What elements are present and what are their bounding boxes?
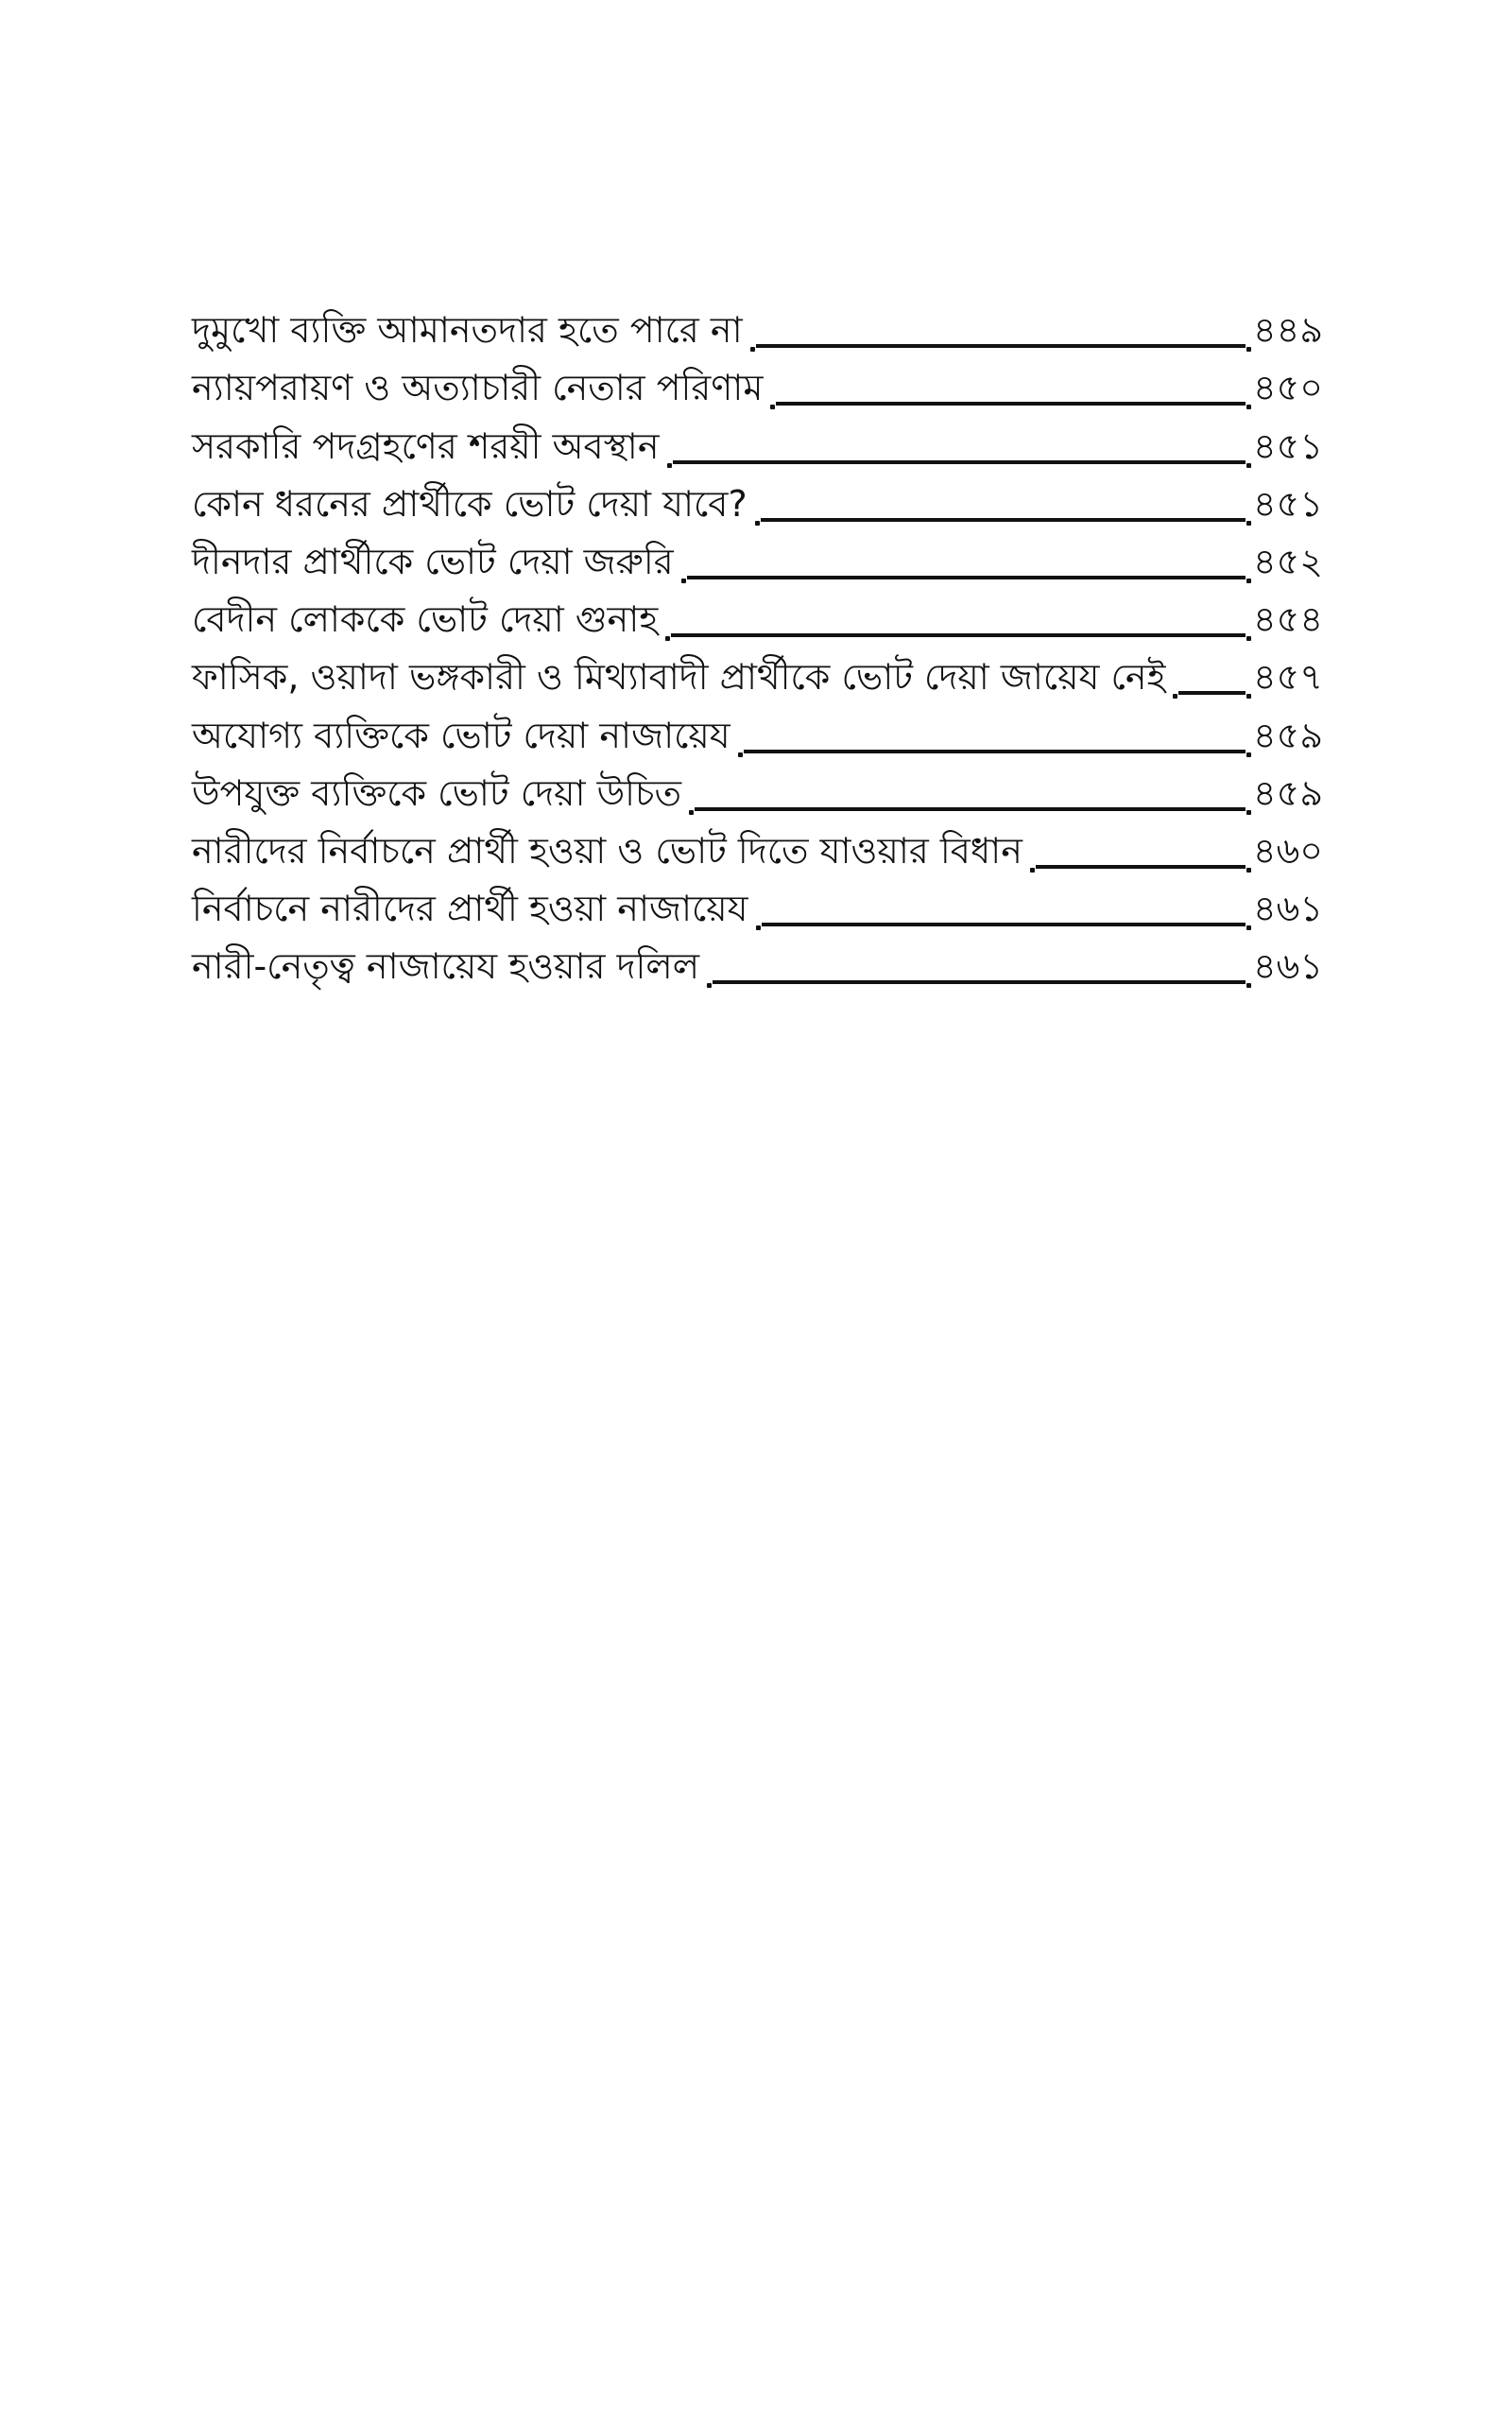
toc-entry-page: ৪৫৯ bbox=[1253, 771, 1323, 814]
toc-leader-line bbox=[755, 511, 1251, 530]
toc-entry-title: ন্যায়পরায়ণ ও অত্যাচারী নেতার পরিণাম bbox=[192, 367, 764, 409]
toc-entry-title: নির্বাচনে নারীদের প্রার্থী হওয়া নাজায়েয bbox=[192, 888, 748, 930]
toc-entry[interactable] bbox=[192, 356, 1323, 414]
toc-leader-line bbox=[707, 974, 1251, 993]
toc-entry-page: ৪৫১ bbox=[1253, 482, 1323, 525]
toc-entry-title: বেদীন লোককে ভোট দেয়া গুনাহ bbox=[192, 598, 659, 641]
toc-entry-page: ৪৫১ bbox=[1253, 424, 1323, 467]
toc-entry[interactable] bbox=[192, 646, 1323, 703]
toc-entry[interactable] bbox=[192, 473, 1323, 530]
toc-entry[interactable] bbox=[192, 820, 1323, 877]
toc-entry-title: নারী-নেতৃত্ব নাজায়েয হওয়ার দলিল bbox=[192, 945, 700, 988]
toc-entry[interactable] bbox=[192, 703, 1323, 761]
toc-leader-line bbox=[750, 337, 1251, 356]
toc-entry-title: কোন ধরনের প্রার্থীকে ভোট দেয়া যাবে? bbox=[192, 482, 747, 525]
toc-entry[interactable] bbox=[192, 762, 1323, 820]
toc-entry-page: ৪৫২ bbox=[1252, 540, 1323, 582]
toc-entry-page: ৪৫৭ bbox=[1252, 656, 1323, 699]
toc-entry[interactable] bbox=[192, 877, 1323, 935]
toc-entry-title: উপযুক্ত ব্যক্তিকে ভোট দেয়া উচিত bbox=[192, 771, 682, 814]
toc-entry-title: ফাসিক, ওয়াদা ভঙ্গকারী ও মিথ্যাবাদী প্রার্থীকে ভোট দেয়া জায়েয নেই bbox=[192, 656, 1166, 699]
toc-entry-page: ৪৫৪ bbox=[1253, 598, 1323, 641]
toc-leader-line bbox=[689, 801, 1251, 820]
toc-entry[interactable] bbox=[192, 414, 1323, 472]
toc-entry-page: ৪৬১ bbox=[1252, 945, 1323, 988]
toc-entry-title: দীনদার প্রার্থীকে ভোট দেয়া জরুরি bbox=[192, 540, 674, 582]
toc-entry-title: নারীদের নির্বাচনে প্রার্থী হওয়া ও ভোট দিতে যাওয়ার বিধান bbox=[192, 829, 1022, 872]
toc-entry-title: দুমুখো ব্যক্তি আমানতদার হতে পারে না bbox=[192, 309, 743, 352]
toc-entry-page: ৪৬১ bbox=[1252, 888, 1323, 930]
toc-leader-line bbox=[667, 454, 1252, 473]
toc-entry-page: ৪৫৯ bbox=[1253, 714, 1323, 756]
toc-entry-page: ৪৬০ bbox=[1252, 829, 1323, 872]
toc-leader-line bbox=[681, 569, 1251, 588]
toc-entry-page: ৪৫০ bbox=[1252, 367, 1323, 409]
toc-entry[interactable] bbox=[192, 588, 1323, 646]
toc-leader-line bbox=[1173, 684, 1251, 703]
toc-entry[interactable] bbox=[192, 530, 1323, 588]
table-of-contents bbox=[192, 299, 1323, 993]
toc-entry-page: ৪৪৯ bbox=[1253, 309, 1323, 352]
toc-leader-line bbox=[1030, 858, 1251, 877]
toc-leader-line bbox=[756, 916, 1251, 935]
toc-entry-title: অযোগ্য ব্যক্তিকে ভোট দেয়া নাজায়েয bbox=[192, 714, 730, 756]
toc-leader-line bbox=[770, 395, 1251, 414]
toc-entry[interactable] bbox=[192, 299, 1323, 356]
toc-leader-line bbox=[738, 743, 1251, 762]
toc-entry-title: সরকারি পদগ্রহণের শরয়ী অবস্থান bbox=[192, 424, 660, 467]
toc-leader-line bbox=[665, 627, 1251, 646]
toc-entry[interactable] bbox=[192, 935, 1323, 993]
